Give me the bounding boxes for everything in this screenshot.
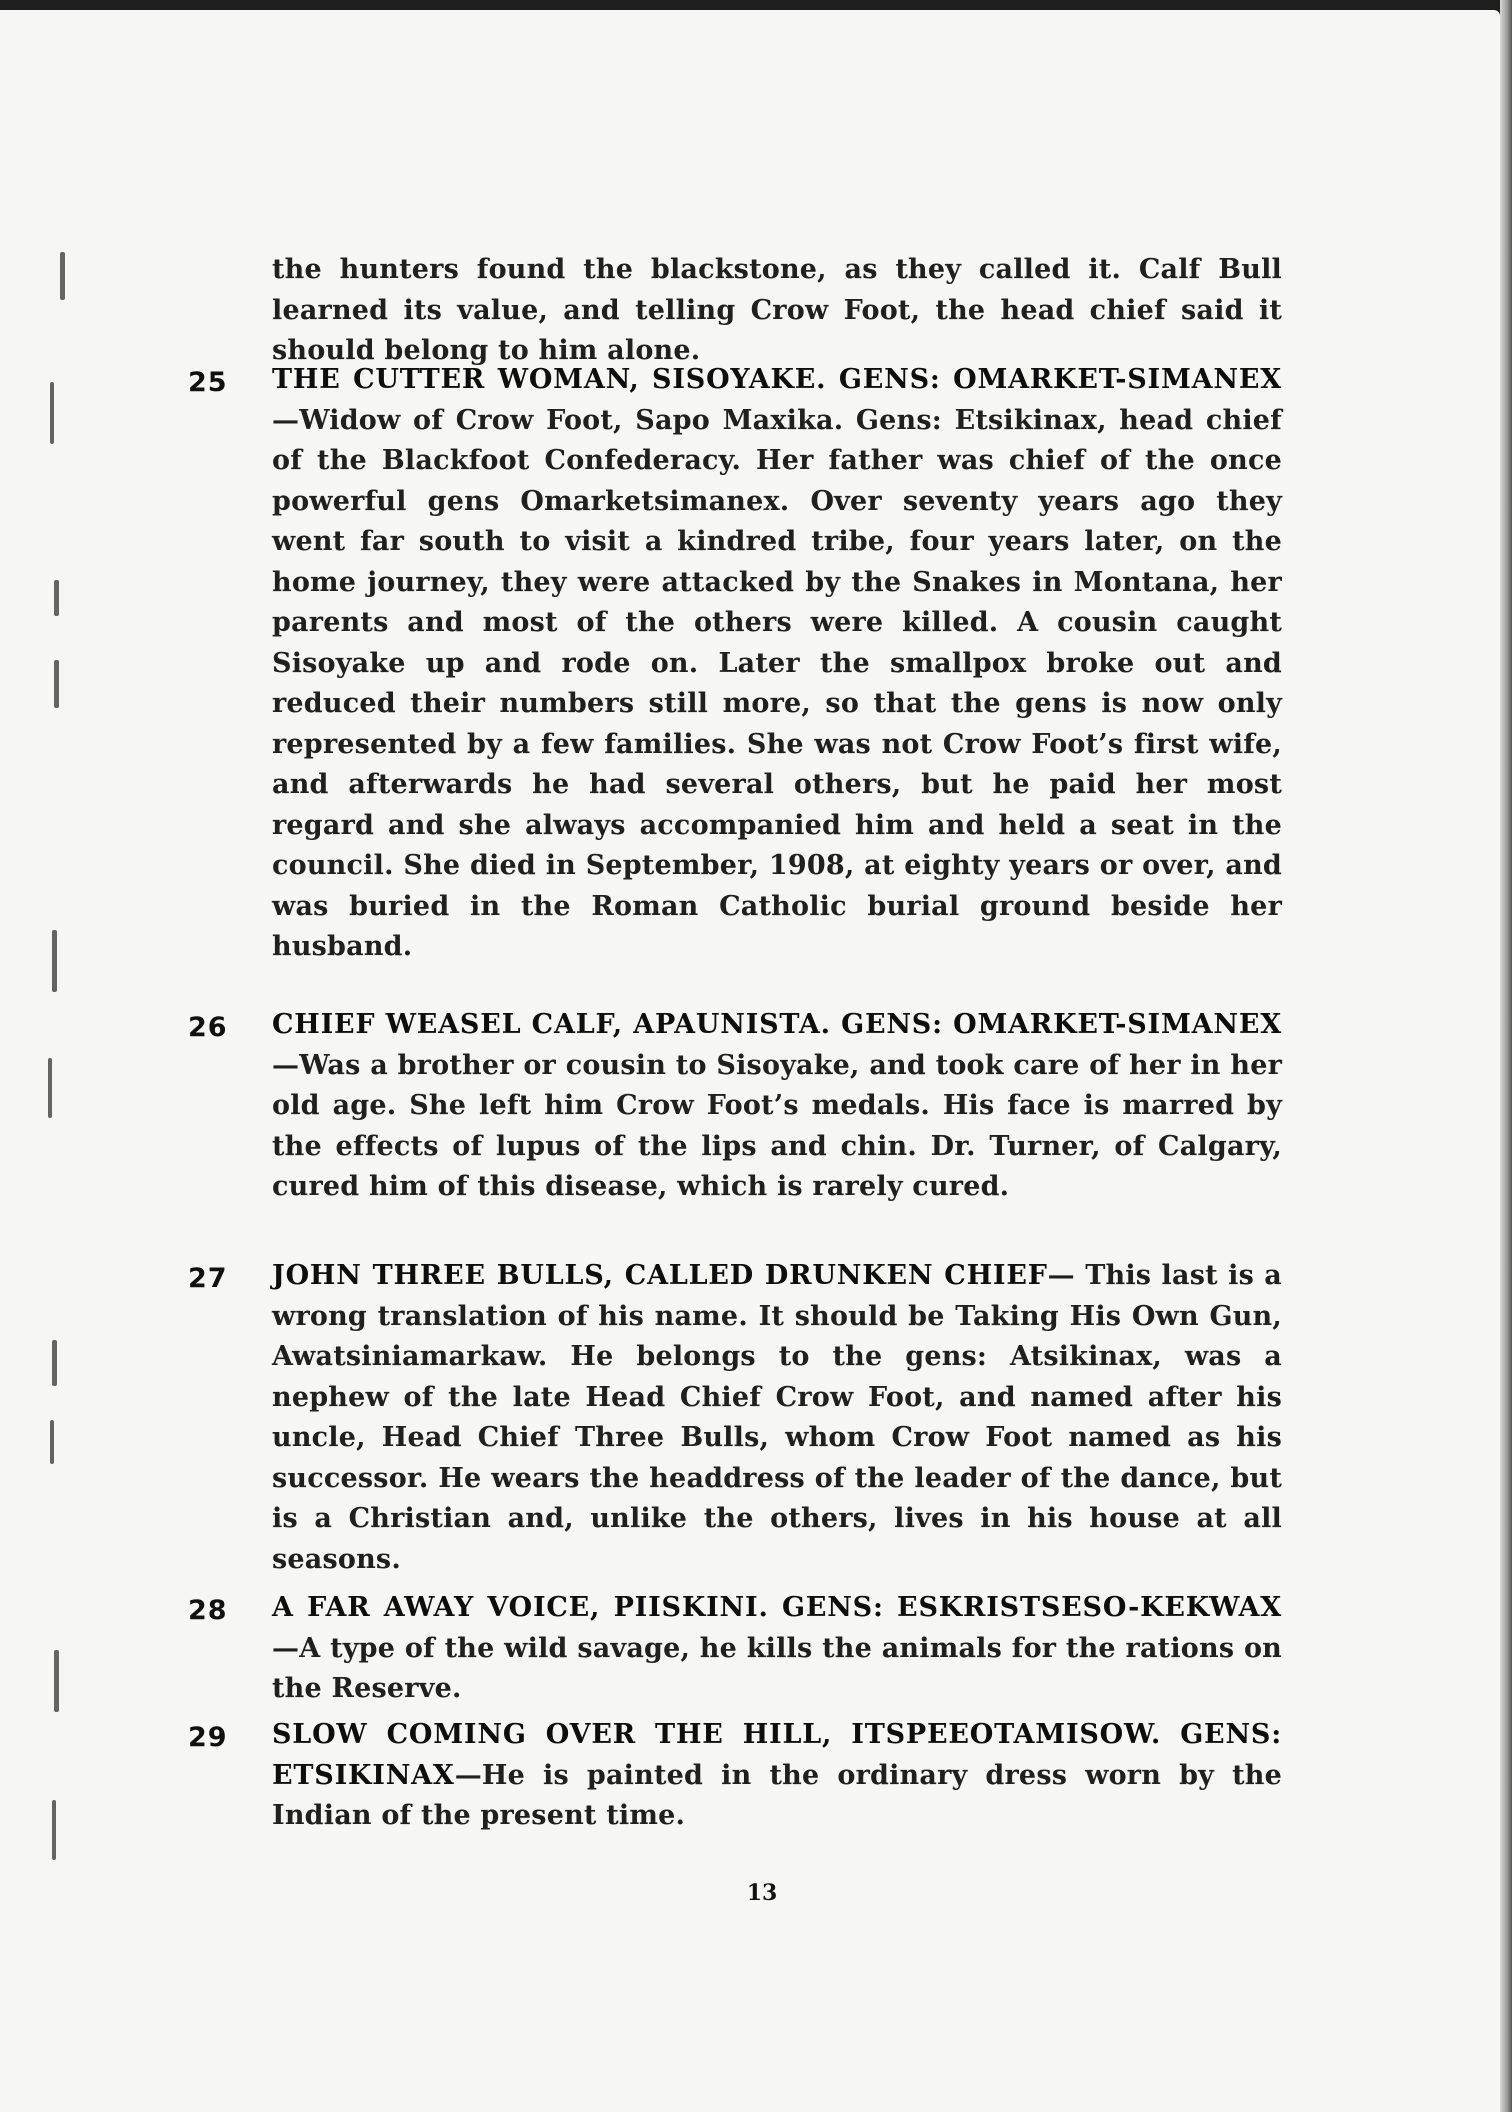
entry-heading: JOHN THREE BULLS, CALLED DRUNKEN CHIEF: [272, 1260, 1048, 1291]
entry-text: —Widow of Crow Foot, Sapo Maxika. Gens: Etsikinax, head chief of the Blackfoot Confederacy. Her father was chief of the once powerful gens Omarketsimanex. Over seventy years ago they went far south to visit a kindred tribe, four years later, on the home journey, they were attacked by the Snakes in Montana, her parents and most of the others were killed. A cousin caught Sisoyake up and rode on. Later the smallpox broke out and reduced their numbers still more, so that the gens is now only represented by a few families. She was not Crow Foot’s first wife, and afterwards he had several others, but he paid her most regard and she always accompanied him and held a seat in the council. She died in September, 1908, at eighty years or over, and was buried in the Roman Catholic burial ground beside her husband.: [272, 404, 1282, 962]
entry-text: —Was a brother or cousin to Sisoyake, and took care of her in her old age. She left him Crow Foot’s medals. His face is marred by the effects of lupus of the lips and chin. Dr. Turner, of Calgary, cured him of this disease, which is rarely cured.: [272, 1049, 1282, 1202]
document-page: [0, 10, 1500, 2112]
entry-paragraph: [272, 1588, 1282, 1710]
entry-paragraph: [272, 1715, 1282, 1837]
entry-heading: SLOW COMING OVER THE HILL, ITSPEEOTAMISOW. GENS: ETSIKINAX: [272, 1719, 1282, 1791]
entry-text: —He is painted in the ordinary dress worn by the Indian of the present time.: [272, 1759, 1282, 1831]
entry-paragraph: [272, 360, 1282, 968]
entry-number: 28: [188, 1595, 228, 1626]
intro-paragraph: the hunters found the blackstone, as they called it. Calf Bull learned its value, and telling Crow Foot, the head chief said it should belong to him alone.: [272, 254, 1282, 366]
entry-paragraph: [272, 1005, 1282, 1208]
entry-number: 29: [188, 1722, 228, 1753]
page-right-edge: [1500, 0, 1512, 2112]
page-number: 13: [746, 1880, 778, 1906]
entry-text: — This last is a wrong translation of his name. It should be Taking His Own Gun, Awatsiniamarkaw. He belongs to the gens: Atsikinax, was a nephew of the late Head Chief Crow Foot, and named after his uncle, Head Chief Three Bulls, whom Crow Foot named as his successor. He wears the headdress of the leader of the dance, but is a Christian and, unlike the others, lives in his house at all seasons.: [272, 1260, 1283, 1575]
page-text: [0, 10, 1500, 2010]
entry-text: —A type of the wild savage, he kills the animals for the rations on the Reserve.: [272, 1632, 1282, 1704]
entry-number: 27: [188, 1263, 228, 1294]
entry-number: 25: [188, 367, 228, 398]
entry-heading: CHIEF WEASEL CALF, APAUNISTA. GENS: OMARKET-SIMANEX: [272, 1009, 1282, 1040]
entry-heading: THE CUTTER WOMAN, SISOYAKE. GENS: OMARKET-SIMANEX: [272, 364, 1282, 395]
entry-paragraph: [272, 1256, 1282, 1580]
entry-heading: A FAR AWAY VOICE, PIISKINI. GENS: ESKRISTSESO-KEKWAX: [272, 1592, 1282, 1623]
entry-number: 26: [188, 1012, 228, 1043]
